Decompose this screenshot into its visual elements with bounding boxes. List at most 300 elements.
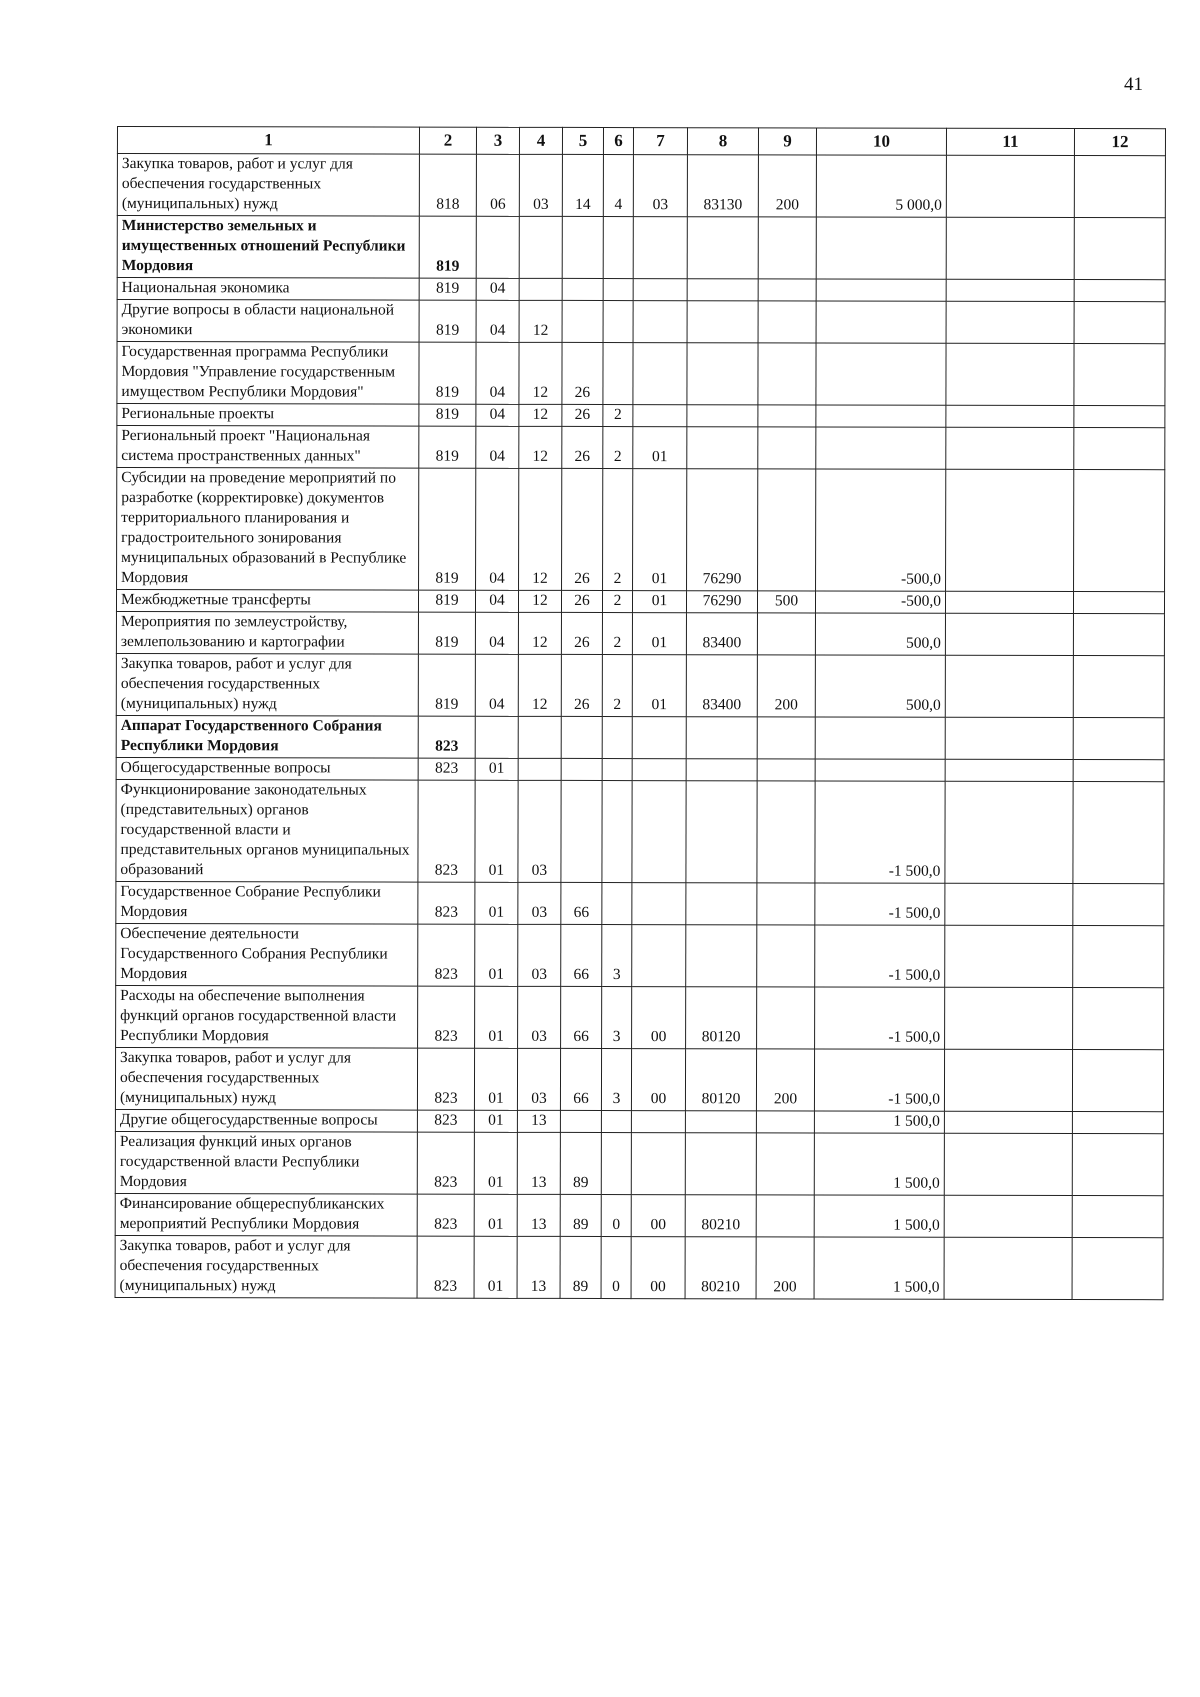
cell-col-11: [945, 655, 1073, 717]
cell-col-9: [757, 759, 815, 781]
cell-col-12: [1073, 592, 1164, 614]
cell-col-5: [562, 278, 603, 300]
cell-col-8: [685, 1111, 756, 1133]
cell-col-8: 83400: [686, 655, 757, 717]
cell-col-12: [1072, 1134, 1163, 1196]
cell-col-3: 01: [474, 1132, 517, 1194]
budget-table: [115, 126, 1166, 1300]
cell-col-12: [1074, 344, 1165, 406]
cell-col-4: 12: [518, 612, 561, 654]
cell-col-12: [1073, 782, 1164, 884]
table-row: [116, 757, 1164, 781]
cell-col-8: [686, 883, 757, 925]
column-header-4: 4: [519, 127, 562, 154]
cell-col-8: 80210: [685, 1195, 756, 1237]
row-name-cell: Закупка товаров, работ и услуг для обеспечения государственных (муниципальных) нужд: [117, 154, 419, 217]
table-row: [117, 154, 1165, 218]
cell-col-11: [945, 759, 1073, 781]
cell-col-7: [632, 759, 686, 781]
cell-col-12: [1072, 1112, 1163, 1134]
cell-col-4: 03: [519, 154, 562, 216]
cell-col-2: 819: [419, 404, 476, 426]
cell-col-12: [1072, 1196, 1163, 1238]
cell-col-3: 04: [476, 404, 519, 426]
table-body: [115, 154, 1165, 1300]
cell-col-4: [519, 216, 562, 278]
cell-col-11: [946, 301, 1074, 343]
cell-col-11: [946, 405, 1074, 427]
table-row: [116, 779, 1164, 883]
cell-col-9: [757, 883, 815, 925]
cell-col-11: [945, 925, 1073, 987]
cell-col-8: 80120: [685, 1049, 756, 1111]
cell-col-9: [758, 217, 816, 279]
cell-col-3: 01: [475, 882, 518, 924]
cell-col-6: 0: [601, 1237, 631, 1299]
column-header-12: 12: [1074, 129, 1165, 156]
table-row: [117, 468, 1165, 592]
table-row: [115, 1131, 1163, 1195]
row-name-cell: Региональные проекты: [117, 404, 419, 427]
cell-col-9: [758, 279, 816, 301]
cell-col-10: -500,0: [816, 469, 946, 591]
cell-col-5: 26: [562, 468, 603, 590]
cell-col-10: 500,0: [815, 655, 945, 717]
cell-col-7: 01: [632, 655, 686, 717]
cell-col-4: 03: [518, 882, 561, 924]
cell-col-10: 1 500,0: [814, 1195, 944, 1237]
table-row: [116, 923, 1164, 987]
cell-col-6: [602, 883, 632, 925]
cell-col-5: [562, 216, 603, 278]
cell-col-10: [815, 759, 945, 781]
cell-col-9: 200: [756, 1237, 814, 1299]
cell-col-6: [602, 717, 632, 759]
row-name-cell: Межбюджетные трансферты: [116, 590, 418, 613]
cell-col-12: [1073, 988, 1164, 1050]
row-name-cell: Национальная экономика: [117, 278, 419, 301]
row-name-cell: Аппарат Государственного Собрания Республики Мордовия: [116, 715, 418, 758]
cell-col-3: 04: [476, 300, 519, 342]
cell-col-8: [687, 217, 758, 279]
cell-col-10: 1 500,0: [814, 1237, 944, 1299]
cell-col-7: [632, 781, 686, 883]
cell-col-6: 2: [602, 613, 632, 655]
cell-col-3: 04: [475, 654, 518, 716]
cell-col-6: [601, 1133, 631, 1195]
cell-col-6: 2: [603, 427, 633, 469]
cell-col-9: [757, 781, 815, 883]
cell-col-3: 04: [476, 278, 519, 300]
cell-col-4: 12: [519, 300, 562, 342]
cell-col-11: [946, 343, 1074, 405]
cell-col-4: 12: [518, 654, 561, 716]
cell-col-7: 01: [633, 427, 687, 469]
cell-col-3: 01: [474, 1110, 517, 1132]
cell-col-11: [946, 155, 1074, 217]
cell-col-12: [1072, 1050, 1163, 1112]
cell-col-3: 01: [474, 1236, 517, 1298]
cell-col-3: 01: [475, 780, 518, 882]
cell-col-3: 01: [475, 758, 518, 780]
cell-col-2: 823: [418, 758, 475, 780]
cell-col-2: 823: [418, 986, 475, 1048]
cell-col-12: [1074, 218, 1165, 280]
cell-col-5: 66: [560, 1048, 601, 1110]
cell-col-9: [757, 717, 815, 759]
table-row: [117, 300, 1165, 344]
column-header-11: 11: [946, 128, 1074, 155]
cell-col-9: [758, 301, 816, 343]
cell-col-6: [602, 759, 632, 781]
cell-col-2: 819: [419, 468, 476, 590]
cell-col-4: [519, 278, 562, 300]
cell-col-2: 823: [417, 1048, 474, 1110]
cell-col-9: [757, 925, 815, 987]
cell-col-2: 819: [419, 216, 476, 278]
row-name-cell: Реализация функций иных органов государственной власти Республики Мордовия: [115, 1131, 417, 1194]
table-row: [116, 590, 1164, 614]
column-header-3: 3: [476, 127, 519, 154]
cell-col-6: [601, 1111, 631, 1133]
cell-col-8: [687, 301, 758, 343]
cell-col-7: 01: [632, 613, 686, 655]
cell-col-9: 200: [757, 655, 815, 717]
column-header-8: 8: [687, 128, 758, 155]
cell-col-7: 01: [633, 469, 687, 591]
cell-col-2: 819: [418, 612, 475, 654]
cell-col-3: 04: [476, 426, 519, 468]
cell-col-11: [944, 1111, 1072, 1133]
cell-col-7: [633, 343, 687, 405]
cell-col-10: -1 500,0: [815, 883, 945, 925]
row-name-cell: Министерство земельных и имущественных отношений Республики Мордовия: [117, 216, 419, 279]
table-row: [116, 612, 1164, 656]
cell-col-11: [944, 1237, 1072, 1299]
cell-col-9: [758, 469, 816, 591]
cell-col-7: 00: [632, 987, 686, 1049]
cell-col-12: [1073, 718, 1164, 760]
table-row: [116, 715, 1164, 759]
cell-col-12: [1072, 1238, 1163, 1300]
cell-col-8: [687, 405, 758, 427]
cell-col-8: 76290: [686, 591, 757, 613]
cell-col-11: [946, 427, 1074, 469]
row-name-cell: Государственная программа Республики Мордовия "Управление государственным имуществом Республики Мордовия": [117, 342, 419, 405]
cell-col-3: [476, 216, 519, 278]
cell-col-5: [561, 780, 602, 882]
cell-col-12: [1074, 302, 1165, 344]
table-row: [117, 342, 1165, 406]
cell-col-12: [1073, 926, 1164, 988]
cell-col-4: 03: [518, 780, 561, 882]
row-name-cell: Мероприятия по землеустройству, землепользованию и картографии: [116, 612, 418, 655]
cell-col-2: 819: [419, 278, 476, 300]
cell-col-3: 04: [475, 612, 518, 654]
cell-col-5: 26: [561, 654, 602, 716]
cell-col-11: [944, 1133, 1072, 1195]
cell-col-10: [816, 279, 946, 301]
cell-col-2: 819: [419, 342, 476, 404]
cell-col-11: [945, 987, 1073, 1049]
row-name-cell: Обеспечение деятельности Государственного Собрания Республики Мордовия: [116, 923, 418, 986]
cell-col-5: [562, 300, 603, 342]
cell-col-6: [602, 781, 632, 883]
cell-col-4: 12: [519, 404, 562, 426]
cell-col-10: [816, 301, 946, 343]
cell-col-6: 3: [602, 925, 632, 987]
cell-col-12: [1073, 656, 1164, 718]
cell-col-3: 04: [475, 590, 518, 612]
cell-col-6: 3: [601, 1049, 631, 1111]
cell-col-11: [946, 469, 1074, 591]
column-header-9: 9: [758, 128, 816, 155]
cell-col-8: [687, 343, 758, 405]
page-number: 41: [1124, 74, 1143, 95]
cell-col-12: [1073, 760, 1164, 782]
cell-col-5: 14: [562, 154, 603, 216]
cell-col-9: [756, 1195, 814, 1237]
table-row: [117, 426, 1165, 470]
cell-col-10: [816, 405, 946, 427]
cell-col-12: [1073, 614, 1164, 656]
cell-col-4: [518, 758, 561, 780]
cell-col-9: [756, 1133, 814, 1195]
cell-col-6: 2: [603, 469, 633, 591]
row-name-cell: Функционирование законодательных (представительных) органов государственной власти и представительных органов муниципальных образований: [116, 779, 418, 882]
cell-col-7: [633, 301, 687, 343]
cell-col-9: [757, 987, 815, 1049]
cell-col-12: [1074, 156, 1165, 218]
cell-col-12: [1073, 884, 1164, 926]
table-row: [117, 278, 1165, 302]
cell-col-5: 66: [561, 882, 602, 924]
cell-col-8: [686, 925, 757, 987]
cell-col-12: [1074, 280, 1165, 302]
cell-col-6: [603, 343, 633, 405]
cell-col-4: 12: [519, 342, 562, 404]
cell-col-10: [816, 217, 946, 279]
cell-col-2: 823: [417, 1132, 474, 1194]
cell-col-8: [686, 759, 757, 781]
table-row: [117, 216, 1165, 280]
cell-col-5: 26: [562, 404, 603, 426]
column-header-6: 6: [603, 128, 633, 155]
cell-col-6: [603, 217, 633, 279]
cell-col-4: 13: [517, 1110, 560, 1132]
cell-col-8: 83400: [686, 613, 757, 655]
cell-col-8: 83130: [687, 155, 758, 217]
cell-col-3: 06: [476, 154, 519, 216]
cell-col-2: 823: [418, 924, 475, 986]
row-name-cell: Закупка товаров, работ и услуг для обеспечения государственных (муниципальных) нужд: [116, 653, 418, 716]
table-row: [115, 1235, 1163, 1299]
cell-col-11: [945, 591, 1073, 613]
cell-col-2: 819: [419, 300, 476, 342]
table-row: [116, 881, 1164, 925]
table-row: [115, 1047, 1163, 1111]
cell-col-9: 200: [758, 155, 816, 217]
cell-col-2: 819: [418, 654, 475, 716]
cell-col-8: [686, 717, 757, 759]
cell-col-2: 823: [418, 716, 475, 758]
cell-col-6: 3: [602, 987, 632, 1049]
cell-col-2: 823: [418, 780, 475, 882]
cell-col-7: [633, 405, 687, 427]
cell-col-3: 04: [476, 342, 519, 404]
cell-col-5: [560, 1110, 601, 1132]
cell-col-11: [945, 883, 1073, 925]
cell-col-12: [1074, 406, 1165, 428]
cell-col-5: 89: [560, 1194, 601, 1236]
row-name-cell: Общегосударственные вопросы: [116, 757, 418, 780]
cell-col-2: 823: [417, 1110, 474, 1132]
cell-col-11: [944, 1049, 1072, 1111]
cell-col-9: [758, 343, 816, 405]
cell-col-4: 12: [518, 590, 561, 612]
cell-col-3: 01: [475, 924, 518, 986]
cell-col-7: [632, 883, 686, 925]
cell-col-7: 03: [633, 155, 687, 217]
row-name-cell: Государственное Собрание Республики Мордовия: [116, 881, 418, 924]
cell-col-11: [946, 279, 1074, 301]
cell-col-9: [758, 427, 816, 469]
cell-col-10: 1 500,0: [814, 1133, 944, 1195]
cell-col-10: 500,0: [815, 613, 945, 655]
cell-col-4: 13: [517, 1236, 560, 1298]
cell-col-10: -500,0: [815, 591, 945, 613]
cell-col-4: [518, 716, 561, 758]
cell-col-5: [561, 716, 602, 758]
cell-col-11: [944, 1195, 1072, 1237]
cell-col-4: 03: [518, 924, 561, 986]
cell-col-2: 823: [417, 1236, 474, 1298]
cell-col-7: [632, 717, 686, 759]
cell-col-10: 5 000,0: [816, 155, 946, 217]
cell-col-6: [603, 279, 633, 301]
cell-col-7: [631, 1111, 685, 1133]
cell-col-7: 00: [631, 1237, 685, 1299]
cell-col-10: -1 500,0: [814, 1049, 944, 1111]
cell-col-7: [632, 925, 686, 987]
column-header-10: 10: [816, 128, 946, 155]
cell-col-7: [633, 217, 687, 279]
table-row: [117, 404, 1165, 428]
cell-col-8: [686, 781, 757, 883]
cell-col-2: 823: [418, 882, 475, 924]
cell-col-8: 76290: [687, 469, 758, 591]
cell-col-10: [816, 343, 946, 405]
cell-col-2: 823: [417, 1194, 474, 1236]
cell-col-5: 66: [561, 986, 602, 1048]
table-header-row: [117, 127, 1165, 156]
cell-col-8: 80120: [686, 987, 757, 1049]
cell-col-12: [1074, 428, 1165, 470]
cell-col-4: 13: [517, 1194, 560, 1236]
row-name-cell: Финансирование общереспубликанских мероприятий Республики Мордовия: [115, 1193, 417, 1236]
cell-col-3: [475, 716, 518, 758]
cell-col-11: [945, 781, 1073, 883]
cell-col-6: 0: [601, 1195, 631, 1237]
cell-col-6: 2: [602, 591, 632, 613]
cell-col-8: [685, 1133, 756, 1195]
cell-col-8: [687, 279, 758, 301]
cell-col-2: 819: [419, 426, 476, 468]
row-name-cell: Расходы на обеспечение выполнения функций органов государственной власти Республики Мордовия: [116, 985, 418, 1048]
cell-col-4: 12: [519, 468, 562, 590]
row-name-cell: Закупка товаров, работ и услуг для обеспечения государственных (муниципальных) нужд: [115, 1047, 417, 1110]
column-header-7: 7: [633, 128, 687, 155]
cell-col-9: 200: [756, 1049, 814, 1111]
cell-col-5: [561, 758, 602, 780]
cell-col-3: 01: [474, 1194, 517, 1236]
table-row: [115, 1193, 1163, 1237]
cell-col-6: [603, 301, 633, 343]
cell-col-2: 819: [418, 590, 475, 612]
row-name-cell: Закупка товаров, работ и услуг для обеспечения государственных (муниципальных) нужд: [115, 1235, 417, 1298]
cell-col-2: 818: [419, 154, 476, 216]
cell-col-6: 2: [603, 405, 633, 427]
cell-col-5: 26: [562, 342, 603, 404]
table-row: [115, 1109, 1163, 1133]
cell-col-9: [756, 1111, 814, 1133]
row-name-cell: Другие общегосударственные вопросы: [115, 1109, 417, 1132]
cell-col-3: 01: [475, 986, 518, 1048]
cell-col-11: [945, 613, 1073, 655]
cell-col-4: 13: [517, 1132, 560, 1194]
column-header-1: 1: [117, 127, 419, 155]
cell-col-11: [945, 717, 1073, 759]
cell-col-10: 1 500,0: [814, 1111, 944, 1133]
cell-col-10: -1 500,0: [815, 781, 945, 883]
cell-col-10: -1 500,0: [815, 987, 945, 1049]
cell-col-10: [816, 427, 946, 469]
cell-col-4: 12: [519, 426, 562, 468]
table-row: [116, 985, 1164, 1049]
cell-col-11: [946, 217, 1074, 279]
cell-col-7: 00: [631, 1195, 685, 1237]
cell-col-8: 80210: [685, 1237, 756, 1299]
cell-col-10: -1 500,0: [815, 925, 945, 987]
cell-col-9: [758, 405, 816, 427]
cell-col-5: 26: [561, 590, 602, 612]
row-name-cell: Субсидии на проведение мероприятий по разработке (корректировке) документов территориального планирования и градостроительного зонирования муниципальных образований в Республике Мордовия: [117, 468, 419, 591]
cell-col-9: 500: [757, 591, 815, 613]
row-name-cell: Другие вопросы в области национальной экономики: [117, 300, 419, 343]
cell-col-9: [757, 613, 815, 655]
table-row: [116, 653, 1164, 717]
cell-col-5: 66: [561, 924, 602, 986]
cell-col-6: 4: [603, 155, 633, 217]
cell-col-8: [687, 427, 758, 469]
cell-col-7: [633, 279, 687, 301]
cell-col-5: 26: [562, 426, 603, 468]
cell-col-3: 01: [474, 1048, 517, 1110]
cell-col-12: [1074, 470, 1165, 592]
cell-col-7: [631, 1133, 685, 1195]
cell-col-5: 89: [560, 1236, 601, 1298]
cell-col-10: [815, 717, 945, 759]
column-header-2: 2: [419, 127, 476, 154]
cell-col-7: 00: [631, 1049, 685, 1111]
cell-col-7: 01: [632, 591, 686, 613]
cell-col-4: 03: [517, 1048, 560, 1110]
column-header-5: 5: [562, 127, 603, 154]
cell-col-5: 89: [560, 1132, 601, 1194]
cell-col-4: 03: [518, 986, 561, 1048]
row-name-cell: Региональный проект "Национальная система пространственных данных": [117, 426, 419, 469]
cell-col-3: 04: [476, 468, 519, 590]
